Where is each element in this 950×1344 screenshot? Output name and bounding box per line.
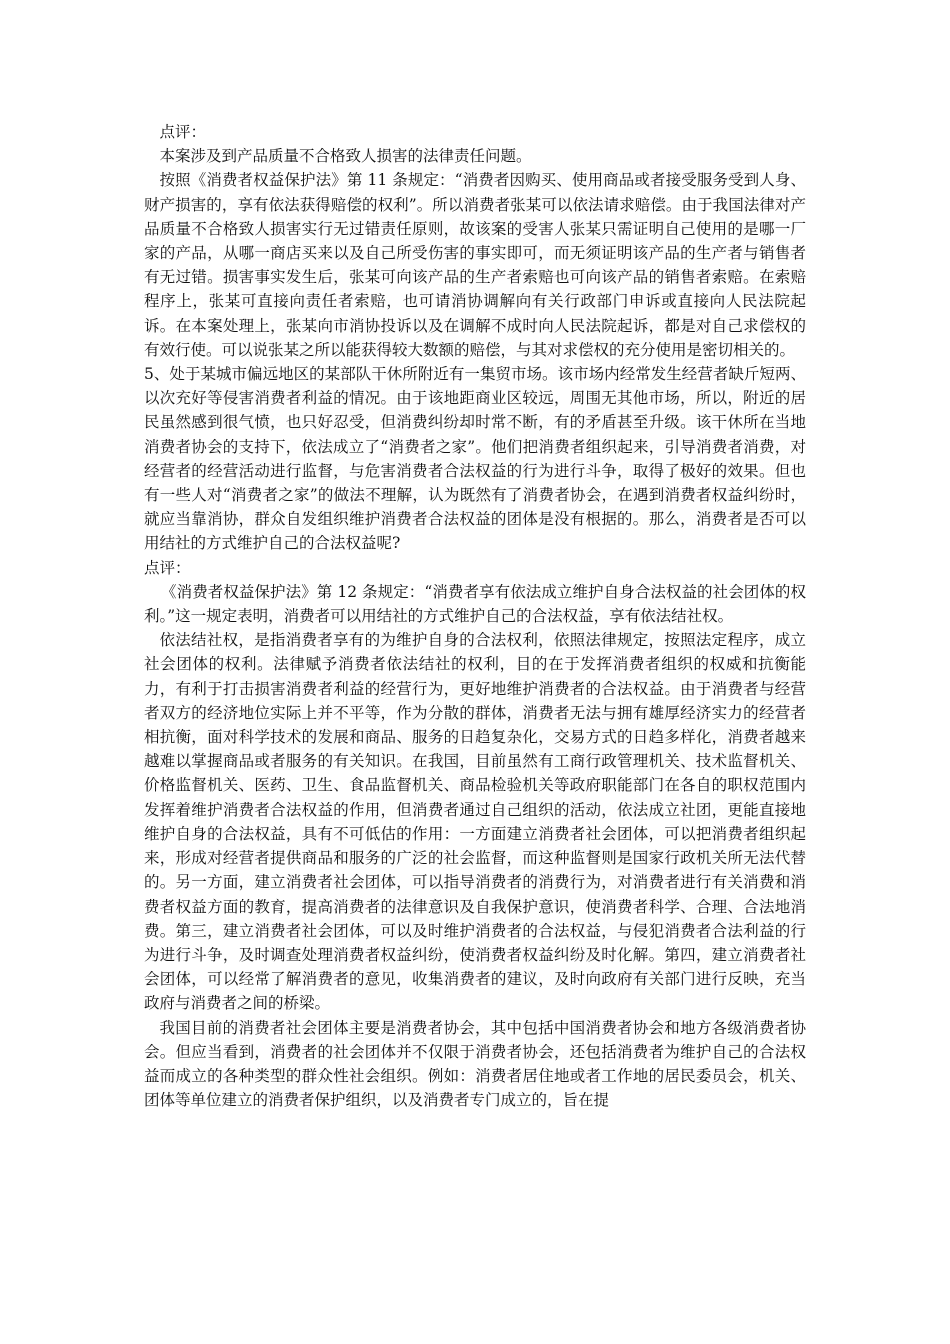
paragraph-article-12: 《消费者权益保护法》第 12 条规定：“消费者享有依法成立维护自身合法权益的社会团体的权利。”这一规定表明，消费者可以用结社的方式维护自己的合法权益，享有依法结社权。	[144, 582, 806, 626]
paragraph-consumer-organizations: 我国目前的消费者社会团体主要是消费者协会，其中包括中国消费者协会和地方各级消费者协会。但应当看到，消费者的社会团体并不仅限于消费者协会，还包括消费者为维护自己的合法权益而成立的各种类型的群众性社会组织。例如：消费者居住地或者工作地的居民委员会，机关、团体等单位建立的消费者保护组织，以及消费者专门成立的，旨在提	[144, 1018, 806, 1110]
paragraph-article-11-analysis: 按照《消费者权益保护法》第 11 条规定：“消费者因购买、使用商品或者接受服务受到人身、财产损害的，享有依法获得赔偿的权利”。所以消费者张某可以依法请求赔偿。由于我国法律对产品质量不合格致人损害实行无过错责任原则，故该案的受害人张某只需证明自己使用的是哪一厂家的产品，从哪一商店买来以及自己所受伤害的事实即可，而无须证明该产品的生产者与销售者有无过错。损害事实发生后，张某可向该产品的生产者索赔也可向该产品的销售者索赔。在索赔程序上，张某可直接向责任者索赔，也可请消协调解向有关行政部门申诉或直接向人民法院起诉。在本案处理上，张某向市消协投诉以及在调解不成时向人民法院起诉，都是对自己求偿权的有效行使。可以说张某之所以能获得较大数额的赔偿，与其对求偿权的充分使用是密切相关的。	[144, 171, 806, 359]
paragraph-comment-heading-2: 点评：	[144, 558, 191, 577]
document-page	[144, 120, 806, 1112]
paragraph-comment-heading: 点评：	[159, 123, 207, 141]
paragraph-right-of-association: 依法结社权，是指消费者享有的为维护自身的合法权利，依照法律规定，按照法定程序，成立社会团体的权利。法律赋予消费者依法结社的权利，目的在于发挥消费者组织的权威和抗衡能力，有利于打击损害消费者利益的经营行为，更好地维护消费者的合法权益。由于消费者与经营者双方的经济地位实际上并不平等，作为分散的群体，消费者无法与拥有雄厚经济实力的经营者相抗衡，面对科学技术的发展和商品、服务的日趋复杂化，交易方式的日趋多样化，消费者越来越难以掌握商品或者服务的有关知识。在我国，目前虽然有工商行政管理机关、技术监督机关、价格监督机关、医药、卫生、食品监督机关、商品检验机关等政府职能部门在各自的职权范围内发挥着维护消费者合法权益的作用，但消费者通过自己组织的活动，依法成立社团，更能直接地维护自身的合法权益，具有不可低估的作用：一方面建立消费者社会团体，可以把消费者组织起来，形成对经营者提供商品和服务的广泛的社会监督，而这种监督则是国家行政机关所无法代替的。另一方面，建立消费者社会团体，可以指导消费者的消费行为，对消费者进行有关消费和消费者权益方面的教育，提高消费者的法律意识及自我保护意识，使消费者科学、合理、合法地消费。第三，建立消费者社会团体，可以及时维护消费者的合法权益，与侵犯消费者合法利益的行为进行斗争，及时调查处理消费者权益纠纷，使消费者权益纠纷及时化解。第四，建立消费者社会团体，可以经常了解消费者的意见，收集消费者的建议，及时向政府有关部门进行反映，充当政府与消费者之间的桥梁。	[144, 631, 806, 1013]
paragraph-case-5: 5、处于某城市偏远地区的某部队干休所附近有一集贸市场。该市场内经常发生经营者缺斤短两、以次充好等侵害消费者利益的情况。由于该地距商业区较远，周围无其他市场，所以，附近的居民虽然感到很气愤，也只好忍受，但消费纠纷却时常不断，有的矛盾甚至升级。该干休所在当地消费者协会的支持下，依法成立了“消费者之家”。他们把消费者组织起来，引导消费者消费，对经营者的经营活动进行监督，与危害消费者合法权益的行为进行斗争，取得了极好的效果。但也有一些人对“消费者之家”的做法不理解，认为既然有了消费者协会，在遇到消费者权益纠纷时，就应当靠消协，群众自发组织维护消费者合法权益的团体是没有根据的。那么，消费者是否可以用结社的方式维护自己的合法权益呢?	[144, 365, 806, 553]
paragraph-case-summary: 本案涉及到产品质量不合格致人损害的法律责任问题。	[159, 147, 532, 166]
